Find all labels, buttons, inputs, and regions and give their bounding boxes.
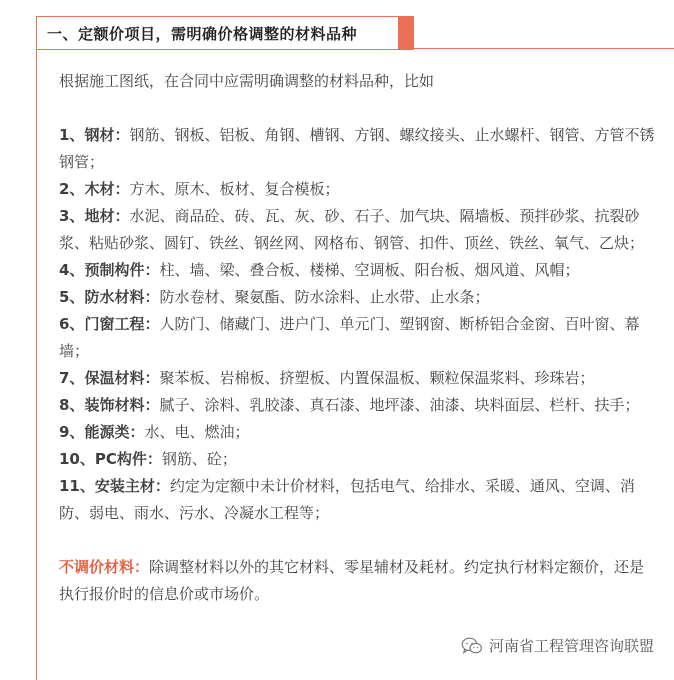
item-label: 预制构件：: [84, 261, 160, 279]
item-text: 腻子、涂料、乳胶漆、真石漆、地坪漆、油漆、块料面层、栏杆、扶手；: [159, 396, 640, 414]
list-item: [59, 311, 659, 365]
item-text: 水泥、商品砼、砖、瓦、灰、砂、石子、加气块、隔墙板、预拌砂浆、抗裂砂浆、粘贴砂浆、圆钉、铁丝、钢丝网、网格布、钢管、扣件、顶丝、铁丝、氧气、乙炔；: [59, 207, 645, 252]
item-number: 4、: [59, 261, 85, 279]
list-item: [59, 257, 659, 284]
item-number: 2、: [59, 180, 85, 198]
item-number: 1、: [59, 126, 85, 144]
item-text: 水、电、燃油；: [144, 423, 250, 441]
list-item: [59, 392, 659, 419]
item-label: 能源类：: [84, 423, 145, 441]
item-text: 方木、原木、板材、复合模板；: [129, 180, 340, 198]
item-number: 8、: [59, 396, 85, 414]
header-accent-bar: [398, 16, 414, 50]
item-text: 钢筋、砼；: [161, 450, 237, 468]
item-label: 安装主材：: [94, 477, 170, 495]
watermark-text: 河南省工程管理咨询联盟: [488, 637, 654, 655]
list-item: [59, 419, 659, 446]
item-number: 3、: [59, 207, 85, 225]
section-header: [36, 16, 414, 50]
item-number: 9、: [59, 423, 85, 441]
item-label: 装饰材料：: [84, 396, 160, 414]
item-label: 防水材料：: [84, 288, 160, 306]
note-label: 不调价材料：: [59, 558, 150, 576]
section-title: 一、定额价项目，需明确价格调整的材料品种: [47, 25, 358, 43]
list-item: [59, 446, 659, 473]
item-label: 门窗工程：: [84, 315, 160, 333]
header-divider: [414, 48, 674, 49]
item-text: 聚苯板、岩棉板、挤塑板、内置保温板、颗粒保温浆料、珍珠岩；: [159, 369, 595, 387]
list-item: [59, 176, 659, 203]
item-label: 地材：: [84, 207, 130, 225]
list-item: [59, 122, 659, 176]
list-item: [59, 365, 659, 392]
item-number: 6、: [59, 315, 85, 333]
item-number: 10、: [59, 450, 95, 468]
source-watermark: [461, 635, 654, 656]
list-item: [59, 284, 659, 311]
item-text: 柱、墙、梁、叠合板、楼梯、空调板、阳台板、烟风道、风帽；: [159, 261, 580, 279]
item-label: 保温材料：: [84, 369, 160, 387]
article-body: [59, 68, 659, 623]
item-text: 人防门、储藏门、进户门、单元门、塑钢窗、断桥铝合金窗、百叶窗、幕墙；: [59, 315, 640, 360]
item-label: 钢材：: [84, 126, 130, 144]
item-label: 木材：: [84, 180, 130, 198]
intro-text: 根据施工图纸，在合同中应需明确调整的材料品种，比如: [59, 72, 435, 90]
item-number: 11、: [59, 477, 95, 495]
list-item: [59, 473, 659, 527]
item-text: 钢筋、钢板、铝板、角钢、槽钢、方钢、螺纹接头、止水螺杆、钢管、方管不锈钢管；: [59, 126, 655, 171]
list-item: [59, 203, 659, 257]
item-text: 防水卷材、聚氨酯、防水涂料、止水带、止水条；: [159, 288, 490, 306]
item-number: 5、: [59, 288, 85, 306]
item-text: 约定为定额中未计价材料，包括电气、给排水、采暖、通风、空调、消防、弱电、雨水、污水、冷凝水工程等；: [59, 477, 635, 522]
note-text: 除调整材料以外的其它材料、零星辅材及耗材。约定执行材料定额价，还是执行报价时的信息价或市场价。: [59, 558, 645, 603]
item-label: PC构件：: [94, 450, 162, 468]
left-border: [36, 50, 37, 680]
wechat-icon: [461, 637, 483, 655]
material-list: [59, 122, 659, 527]
item-number: 7、: [59, 369, 85, 387]
note-paragraph: [59, 554, 659, 608]
